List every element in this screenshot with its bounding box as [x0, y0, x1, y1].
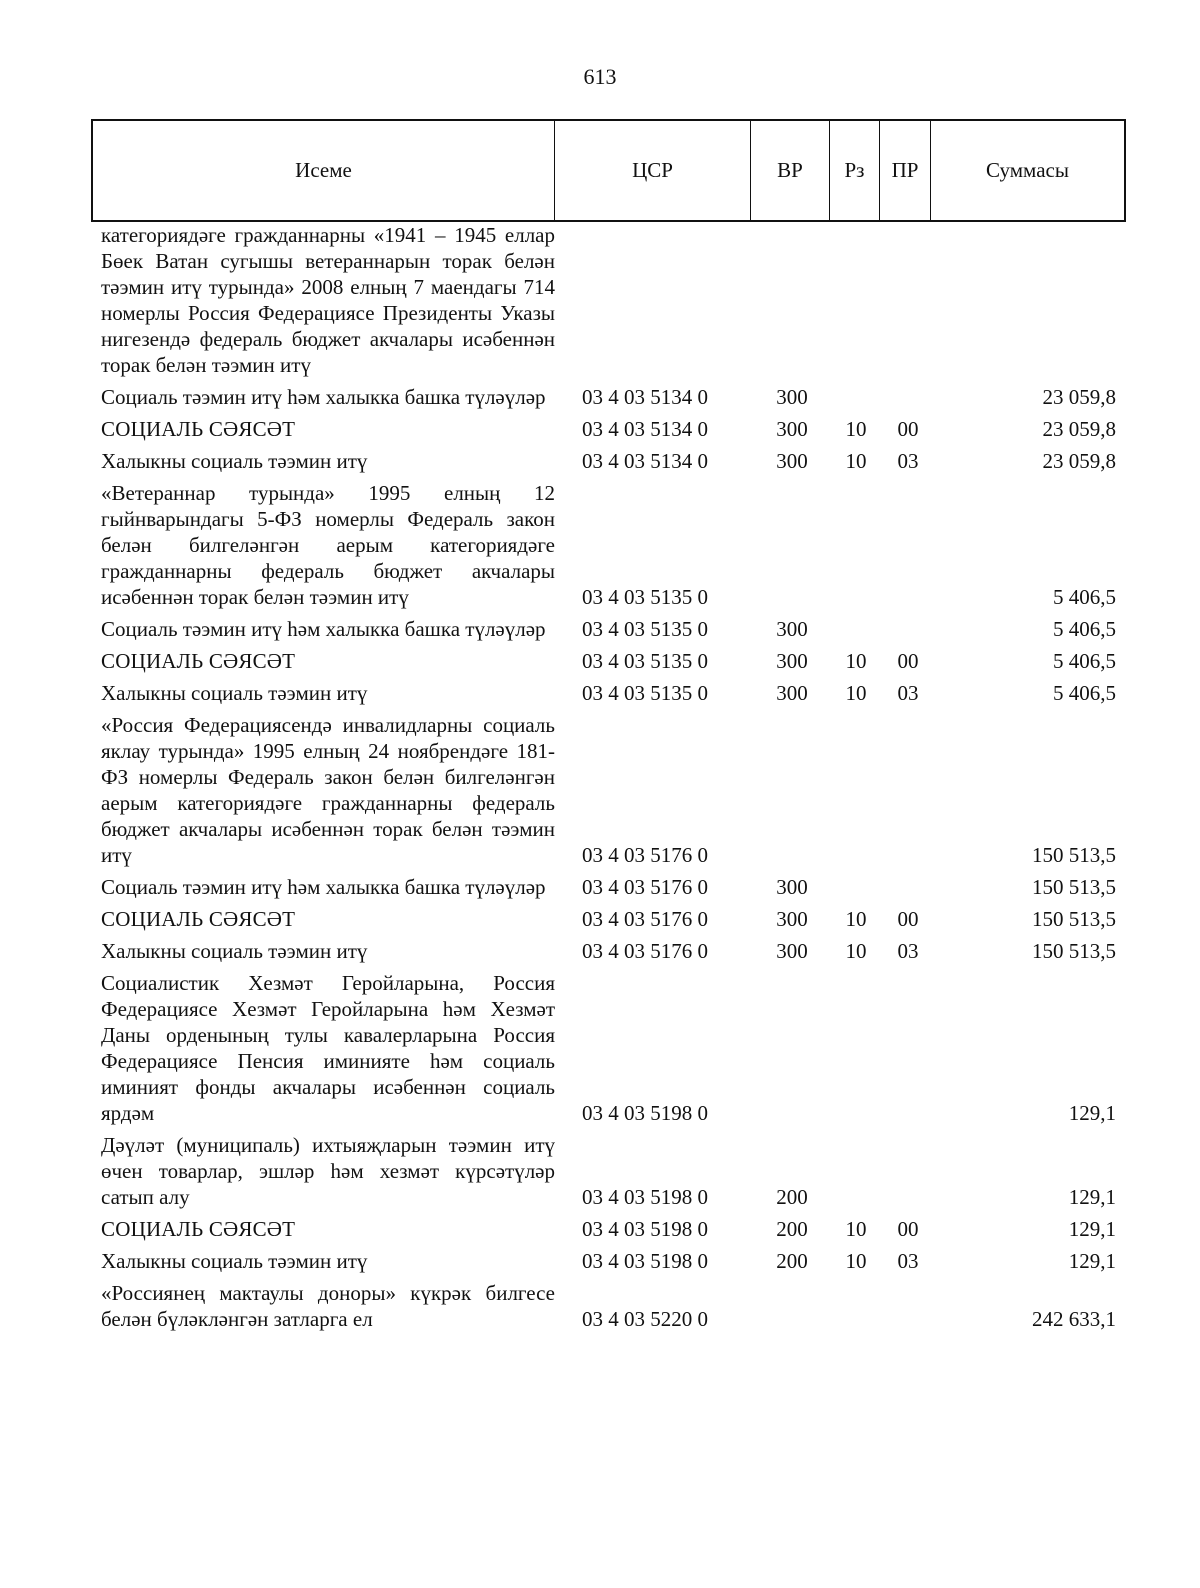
header-sum: Суммасы: [986, 158, 1069, 182]
row-rz: 10: [845, 907, 867, 931]
row-name: СОЦИАЛЬ СӘЯСӘТ: [101, 907, 296, 931]
row-pr: 03: [897, 681, 919, 705]
row-name: категориядәге гражданнарны «1941 – 1945 еллар Бөек Ватан сугышы ветераннарын торак белән тәэмин итү турында» 2008 елның 7 маендагы 714 номерлы Россия Федерациясе Президенты Указы нигезендә федераль бюджет акчалары исәбеннән торак белән тәэмин итү: [101, 223, 555, 377]
row-sum: 23 059,8: [1042, 385, 1116, 409]
row-name: СОЦИАЛЬ СӘЯСӘТ: [101, 649, 296, 673]
row-csr: 03 4 03 5198 0: [582, 1249, 708, 1273]
row-rz: 10: [845, 681, 867, 705]
header-vr: ВР: [751, 121, 830, 220]
row-sum: 23 059,8: [1042, 449, 1116, 473]
row-pr: 00: [897, 907, 919, 931]
table-row: [91, 970, 1126, 1126]
row-csr: 03 4 03 5176 0: [582, 875, 708, 899]
row-sum: 129,1: [1068, 1217, 1116, 1241]
row-csr: 03 4 03 5198 0: [582, 1217, 708, 1241]
row-csr: 03 4 03 5135 0: [582, 617, 708, 641]
table-row: [91, 1132, 1126, 1210]
row-name: Социалистик Хезмәт Геройларына, Россия Федерациясе Хезмәт Геройларына һәм Хезмәт Даны орденының тулы кавалерларына Россия Федерациясе Пенсия иминияте һәм социаль иминият фонды акчалары исәбеннән социаль ярдәм: [101, 971, 555, 1125]
row-pr: 03: [897, 939, 919, 963]
header-pr: ПР: [880, 121, 931, 220]
page-number: 613: [583, 64, 617, 89]
row-csr: 03 4 03 5134 0: [582, 449, 708, 473]
table-row: [91, 1280, 1126, 1332]
row-csr: 03 4 03 5176 0: [582, 843, 708, 867]
row-name: «Ветераннар турында» 1995 елның 12 гыйнварындагы 5-ФЗ номерлы Федераль закон белән билгеләнгән аерым категориядәге гражданнарны федераль бюджет акчалары исәбеннән торак белән тәэмин итү: [101, 481, 555, 609]
row-csr: 03 4 03 5176 0: [582, 907, 708, 931]
row-csr: 03 4 03 5198 0: [582, 1101, 708, 1125]
row-sum: 150 513,5: [1032, 843, 1116, 867]
row-name: Халыкны социаль тәэмин итү: [101, 1249, 368, 1273]
row-vr: 200: [776, 1185, 808, 1209]
table-row: [91, 712, 1126, 868]
row-name: «Россиянең мактаулы доноры» күкрәк билгесе белән бүләкләнгән затларга ел: [101, 1281, 555, 1331]
table-row: [91, 222, 1126, 378]
row-vr: 300: [776, 385, 808, 409]
table-row: [91, 384, 1126, 410]
row-vr: 300: [776, 617, 808, 641]
row-csr: 03 4 03 5134 0: [582, 417, 708, 441]
row-name: Халыкны социаль тәэмин итү: [101, 681, 368, 705]
row-rz: 10: [845, 649, 867, 673]
table-row: [91, 648, 1126, 674]
row-csr: 03 4 03 5135 0: [582, 681, 708, 705]
row-name: СОЦИАЛЬ СӘЯСӘТ: [101, 417, 296, 441]
row-pr: 03: [897, 1249, 919, 1273]
row-sum: 23 059,8: [1042, 417, 1116, 441]
row-vr: 300: [776, 681, 808, 705]
row-sum: 242 633,1: [1032, 1307, 1116, 1331]
row-rz: 10: [845, 1249, 867, 1273]
table-row: [91, 680, 1126, 706]
row-name: Халыкны социаль тәэмин итү: [101, 939, 368, 963]
row-sum: 150 513,5: [1032, 939, 1116, 963]
row-sum: 150 513,5: [1032, 875, 1116, 899]
row-pr: 03: [897, 449, 919, 473]
header-csr: ЦСР: [555, 121, 751, 220]
table-body: [91, 222, 1126, 1338]
row-vr: 300: [776, 907, 808, 931]
row-rz: 10: [845, 1217, 867, 1241]
header-name: Исеме: [93, 121, 555, 220]
header-rz: Рз: [830, 121, 880, 220]
row-name: Социаль тәэмин итү һәм халыкка башка түләүләр: [101, 617, 546, 641]
row-name: Дәүләт (муниципаль) ихтыяҗларын тәэмин итү өчен товарлар, эшләр һәм хезмәт күрсәтүләр сатып алу: [101, 1133, 555, 1209]
row-sum: 5 406,5: [1053, 649, 1116, 673]
table-row: [91, 1216, 1126, 1242]
row-vr: 300: [776, 417, 808, 441]
row-vr: 300: [776, 875, 808, 899]
table-row: [91, 448, 1126, 474]
row-sum: 129,1: [1068, 1249, 1116, 1273]
row-csr: 03 4 03 5176 0: [582, 939, 708, 963]
row-pr: 00: [897, 1217, 919, 1241]
table-row: [91, 938, 1126, 964]
row-sum: 129,1: [1068, 1185, 1116, 1209]
table-row: [91, 616, 1126, 642]
table-row: [91, 874, 1126, 900]
row-vr: 200: [776, 1249, 808, 1273]
row-csr: 03 4 03 5135 0: [582, 585, 708, 609]
row-vr: 300: [776, 939, 808, 963]
row-sum: 5 406,5: [1053, 585, 1116, 609]
row-name: «Россия Федерациясендә инвалидларны социаль яклау турында» 1995 елның 24 ноябрендәге 181-ФЗ номерлы Федераль закон белән билгеләнгән аерым категориядәге гражданнарны федераль бюджет акчалары исәбеннән торак белән тәэмин итү: [101, 713, 555, 867]
row-vr: 200: [776, 1217, 808, 1241]
row-sum: 129,1: [1068, 1101, 1116, 1125]
row-sum: 5 406,5: [1053, 617, 1116, 641]
row-csr: 03 4 03 5220 0: [582, 1307, 708, 1331]
table-row: [91, 416, 1126, 442]
row-pr: 00: [897, 649, 919, 673]
row-rz: 10: [845, 417, 867, 441]
table-row: [91, 480, 1126, 610]
row-vr: 300: [776, 449, 808, 473]
row-name: Социаль тәэмин итү һәм халыкка башка түләүләр: [101, 385, 546, 409]
row-rz: 10: [845, 939, 867, 963]
row-sum: 150 513,5: [1032, 907, 1116, 931]
row-sum: 5 406,5: [1053, 681, 1116, 705]
table-row: [91, 906, 1126, 932]
row-name: СОЦИАЛЬ СӘЯСӘТ: [101, 1217, 296, 1241]
row-csr: 03 4 03 5134 0: [582, 385, 708, 409]
row-rz: 10: [845, 449, 867, 473]
row-vr: 300: [776, 649, 808, 673]
row-name: Халыкны социаль тәэмин итү: [101, 449, 368, 473]
row-name: Социаль тәэмин итү һәм халыкка башка түләүләр: [101, 875, 546, 899]
row-csr: 03 4 03 5198 0: [582, 1185, 708, 1209]
table-header: [91, 119, 1126, 222]
row-csr: 03 4 03 5135 0: [582, 649, 708, 673]
row-pr: 00: [897, 417, 919, 441]
table-row: [91, 1248, 1126, 1274]
